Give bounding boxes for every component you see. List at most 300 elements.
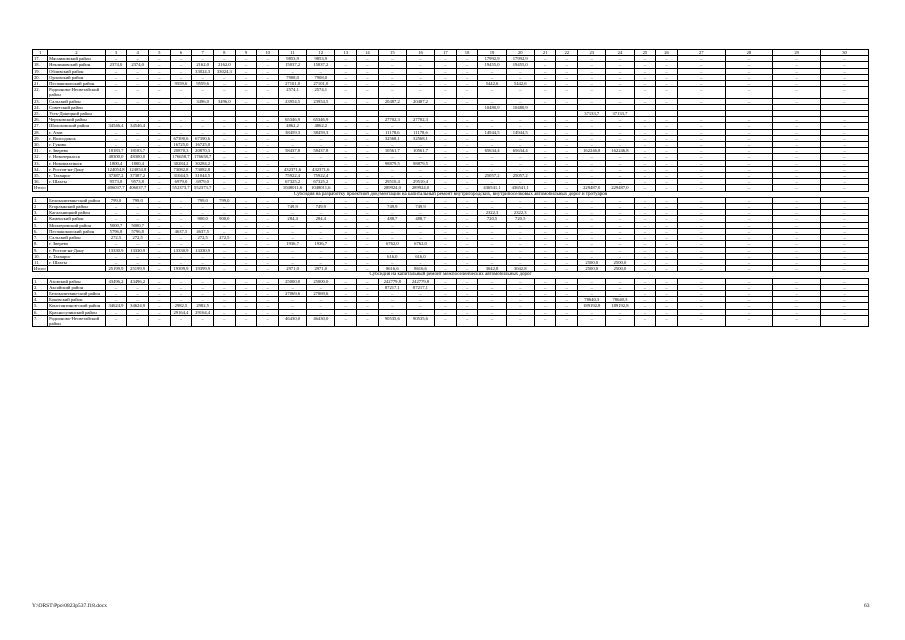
row-number-cell: 11.	[33, 259, 48, 265]
column-header: 11	[279, 50, 307, 56]
value-cell: –	[773, 309, 821, 315]
value-cell: 58437,8	[279, 148, 307, 154]
value-cell: –	[656, 173, 678, 179]
value-cell: 720,5	[506, 216, 534, 222]
municipality-name-cell: Каменский район	[48, 216, 105, 222]
value-cell: –	[406, 228, 434, 234]
value-cell: –	[773, 297, 821, 303]
value-cell: –	[435, 222, 457, 228]
value-cell: –	[634, 315, 656, 326]
value-cell: –	[357, 123, 379, 129]
value-cell: –	[378, 56, 406, 62]
column-header: 23	[578, 50, 606, 56]
value-cell: 46430,0	[279, 315, 307, 326]
value-cell: –	[235, 87, 257, 98]
value-cell: –	[634, 56, 656, 62]
value-cell: –	[534, 297, 556, 303]
value-cell: –	[235, 216, 257, 222]
municipality-name-cell: Боковский район	[48, 297, 105, 303]
row-number-cell: 10.	[33, 253, 48, 259]
value-cell: –	[357, 315, 379, 326]
value-cell: –	[820, 154, 868, 160]
value-cell: –	[307, 160, 335, 166]
value-cell: –	[213, 179, 235, 185]
value-cell: –	[677, 98, 725, 104]
value-cell: –	[773, 290, 821, 296]
column-header: 29	[773, 50, 821, 56]
value-cell: –	[677, 68, 725, 74]
value-cell: –	[235, 210, 257, 216]
value-cell: –	[127, 297, 149, 303]
value-cell: –	[534, 235, 556, 241]
value-cell: –	[773, 259, 821, 265]
value-cell: –	[773, 74, 821, 80]
value-cell: –	[378, 259, 406, 265]
value-cell: –	[456, 166, 478, 172]
value-cell: –	[127, 309, 149, 315]
value-cell: –	[456, 123, 478, 129]
value-cell: 9559,6	[170, 81, 192, 87]
value-cell: –	[656, 166, 678, 172]
value-cell: –	[213, 228, 235, 234]
column-header: 6	[170, 50, 192, 56]
value-cell: –	[677, 222, 725, 228]
value-cell: –	[677, 216, 725, 222]
value-cell: –	[556, 303, 578, 309]
value-cell: –	[378, 123, 406, 129]
value-cell: 37133,7	[606, 111, 634, 117]
value-cell: –	[378, 62, 406, 68]
column-header: 10	[257, 50, 279, 56]
value-cell: 48300,0	[127, 154, 149, 160]
value-cell: –	[148, 241, 170, 247]
value-cell: –	[127, 129, 149, 135]
value-cell: 189192,8	[606, 303, 634, 309]
value-cell: –	[170, 129, 192, 135]
value-cell: –	[235, 284, 257, 290]
value-cell: –	[578, 228, 606, 234]
value-cell: –	[677, 142, 725, 148]
value-cell: –	[235, 228, 257, 234]
value-cell: –	[357, 266, 379, 272]
value-cell: –	[506, 253, 534, 259]
value-cell: 48300,0	[105, 154, 127, 160]
value-cell: –	[148, 309, 170, 315]
value-cell: –	[656, 303, 678, 309]
value-cell: –	[534, 266, 556, 272]
value-cell: –	[656, 62, 678, 68]
value-cell: 8616,6	[378, 266, 406, 272]
value-cell: 19455,0	[478, 62, 506, 68]
value-cell: –	[192, 315, 214, 326]
value-cell: 2574,1	[279, 87, 307, 98]
value-cell: 432371,6	[307, 166, 335, 172]
value-cell: –	[435, 204, 457, 210]
value-cell: –	[456, 129, 478, 135]
value-cell: –	[127, 81, 149, 87]
value-cell: 616,0	[406, 253, 434, 259]
value-cell: –	[257, 160, 279, 166]
value-cell: –	[478, 253, 506, 259]
value-cell: –	[820, 68, 868, 74]
value-cell: –	[335, 154, 357, 160]
value-cell: –	[235, 117, 257, 123]
value-cell: –	[773, 222, 821, 228]
value-cell: –	[478, 228, 506, 234]
value-cell: –	[506, 235, 534, 241]
value-cell: –	[677, 303, 725, 309]
value-cell: –	[725, 74, 773, 80]
row-number-cell: 9.	[33, 247, 48, 253]
municipality-name-cell: Константинов-ский район	[48, 303, 105, 309]
value-cell: –	[506, 142, 534, 148]
value-cell: –	[435, 166, 457, 172]
value-cell: –	[127, 290, 149, 296]
value-cell: –	[677, 309, 725, 315]
value-cell: 27069,6	[307, 290, 335, 296]
value-cell: 78640,3	[578, 297, 606, 303]
value-cell: –	[606, 123, 634, 129]
value-cell: –	[578, 247, 606, 253]
value-cell: –	[406, 303, 434, 309]
value-cell: –	[435, 303, 457, 309]
value-cell: –	[105, 204, 127, 210]
row-number-cell: Итого	[33, 185, 48, 191]
value-cell: –	[725, 173, 773, 179]
value-cell: –	[725, 197, 773, 203]
value-cell: –	[725, 241, 773, 247]
value-cell: –	[406, 235, 434, 241]
municipality-name-cell: г. Шахты	[48, 259, 105, 265]
value-cell: –	[170, 123, 192, 129]
row-number-cell: 36.	[33, 179, 48, 185]
value-cell: –	[213, 241, 235, 247]
value-cell: 18183,7	[105, 148, 127, 154]
value-cell: –	[656, 142, 678, 148]
value-cell: –	[606, 135, 634, 141]
row-number-cell: 26.	[33, 117, 48, 123]
value-cell: –	[478, 87, 506, 98]
value-cell: –	[478, 179, 506, 185]
value-cell: –	[773, 315, 821, 326]
value-cell: –	[478, 154, 506, 160]
value-cell: –	[677, 266, 725, 272]
value-cell: –	[456, 284, 478, 290]
value-cell: –	[148, 204, 170, 210]
value-cell: –	[506, 166, 534, 172]
value-cell: –	[170, 197, 192, 203]
value-cell: 124054,8	[127, 166, 149, 172]
value-cell: –	[677, 278, 725, 284]
value-cell: –	[656, 266, 678, 272]
value-cell: –	[235, 290, 257, 296]
value-cell: –	[257, 166, 279, 172]
value-cell: –	[725, 259, 773, 265]
value-cell: –	[170, 117, 192, 123]
value-cell: –	[378, 68, 406, 74]
value-cell: –	[634, 129, 656, 135]
column-header: 1	[33, 50, 48, 56]
value-cell: –	[773, 197, 821, 203]
value-cell: 436541,1	[478, 185, 506, 191]
value-cell: –	[656, 154, 678, 160]
value-cell: –	[606, 154, 634, 160]
value-cell: –	[677, 154, 725, 160]
value-cell: –	[235, 309, 257, 315]
value-cell: –	[213, 222, 235, 228]
value-cell: –	[773, 253, 821, 259]
value-cell: –	[820, 309, 868, 315]
value-cell: –	[435, 81, 457, 87]
value-cell: 406037,7	[127, 185, 149, 191]
value-cell: –	[556, 210, 578, 216]
value-cell: 9853,9	[307, 56, 335, 62]
value-cell: –	[634, 284, 656, 290]
value-cell: –	[148, 210, 170, 216]
column-header: 17	[435, 50, 457, 56]
value-cell: –	[257, 228, 279, 234]
value-cell: –	[435, 179, 457, 185]
value-cell: –	[578, 197, 606, 203]
budget-table	[32, 49, 869, 327]
value-cell: –	[578, 204, 606, 210]
value-cell: –	[820, 123, 868, 129]
value-cell: –	[307, 228, 335, 234]
value-cell: –	[335, 173, 357, 179]
value-cell: –	[127, 259, 149, 265]
value-cell: –	[257, 309, 279, 315]
column-header: 15	[378, 50, 406, 56]
value-cell: 37387,2	[127, 173, 149, 179]
value-cell: 552373,7	[170, 185, 192, 191]
value-cell: –	[578, 309, 606, 315]
value-cell: 2162,0	[192, 62, 214, 68]
value-cell: –	[279, 253, 307, 259]
value-cell: –	[192, 284, 214, 290]
value-cell: –	[357, 290, 379, 296]
value-cell: –	[677, 235, 725, 241]
value-cell: –	[478, 166, 506, 172]
value-cell: –	[820, 204, 868, 210]
column-header: 12	[307, 50, 335, 56]
value-cell: –	[335, 197, 357, 203]
value-cell: –	[279, 154, 307, 160]
value-cell: –	[556, 185, 578, 191]
value-cell: –	[656, 87, 678, 98]
value-cell: –	[606, 228, 634, 234]
value-cell: –	[606, 81, 634, 87]
value-cell: –	[257, 135, 279, 141]
value-cell: –	[656, 247, 678, 253]
value-cell: –	[213, 266, 235, 272]
value-cell: –	[578, 160, 606, 166]
value-cell: –	[773, 179, 821, 185]
value-cell: –	[257, 253, 279, 259]
row-number-cell: 25.	[33, 111, 48, 117]
value-cell: –	[213, 284, 235, 290]
value-cell: –	[456, 117, 478, 123]
value-cell: –	[725, 315, 773, 326]
value-cell: –	[725, 253, 773, 259]
value-cell: –	[279, 160, 307, 166]
value-cell: –	[456, 222, 478, 228]
value-cell: –	[820, 117, 868, 123]
value-cell: –	[213, 315, 235, 326]
value-cell: –	[677, 173, 725, 179]
value-cell: –	[148, 117, 170, 123]
value-cell: –	[556, 56, 578, 62]
value-cell: –	[357, 160, 379, 166]
value-cell: –	[435, 142, 457, 148]
value-cell: –	[820, 216, 868, 222]
value-cell: 799,0	[192, 197, 214, 203]
value-cell: –	[148, 129, 170, 135]
value-cell: –	[506, 68, 534, 74]
value-cell: –	[105, 259, 127, 265]
value-cell: –	[456, 235, 478, 241]
value-cell: –	[378, 210, 406, 216]
value-cell: –	[456, 173, 478, 179]
value-cell: –	[192, 74, 214, 80]
value-cell: –	[634, 204, 656, 210]
value-cell: –	[257, 315, 279, 326]
value-cell: 242779,8	[378, 278, 406, 284]
value-cell: –	[192, 87, 214, 98]
value-cell: –	[235, 129, 257, 135]
value-cell: 7908,0	[307, 74, 335, 80]
value-cell: 29164,4	[192, 309, 214, 315]
value-cell: –	[148, 222, 170, 228]
value-cell: –	[578, 284, 606, 290]
municipality-name-cell: г. Таганрог	[48, 173, 105, 179]
value-cell: –	[335, 117, 357, 123]
value-cell: –	[634, 185, 656, 191]
table-row	[33, 315, 869, 326]
value-cell: 1800,4	[105, 160, 127, 166]
value-cell: –	[606, 74, 634, 80]
value-cell: –	[478, 98, 506, 104]
value-cell: 5796,8	[105, 228, 127, 234]
value-cell: –	[456, 210, 478, 216]
value-cell: –	[773, 303, 821, 309]
value-cell: –	[506, 135, 534, 141]
value-cell: –	[534, 247, 556, 253]
value-cell: 4637,5	[170, 228, 192, 234]
value-cell: –	[279, 228, 307, 234]
value-cell: –	[307, 154, 335, 160]
value-cell: –	[170, 98, 192, 104]
value-cell: –	[534, 253, 556, 259]
value-cell: –	[578, 210, 606, 216]
value-cell: –	[279, 235, 307, 241]
value-cell: –	[456, 297, 478, 303]
value-cell: –	[725, 297, 773, 303]
value-cell: 65634,4	[506, 148, 534, 154]
value-cell: –	[435, 315, 457, 326]
value-cell: –	[634, 303, 656, 309]
value-cell: –	[435, 117, 457, 123]
value-cell: –	[357, 148, 379, 154]
row-number-cell: 32.	[33, 154, 48, 160]
value-cell: 10561,7	[406, 148, 434, 154]
value-cell: –	[677, 228, 725, 234]
value-cell: –	[656, 204, 678, 210]
value-cell: –	[105, 98, 127, 104]
value-cell: –	[578, 173, 606, 179]
value-cell: –	[478, 241, 506, 247]
value-cell: –	[335, 81, 357, 87]
row-number-cell: 2	[33, 204, 48, 210]
value-cell: –	[634, 216, 656, 222]
value-cell: –	[606, 62, 634, 68]
value-cell: –	[677, 135, 725, 141]
value-cell: –	[257, 154, 279, 160]
value-cell: –	[820, 98, 868, 104]
value-cell: –	[725, 135, 773, 141]
value-cell: –	[478, 278, 506, 284]
value-cell: –	[820, 185, 868, 191]
value-cell: –	[235, 185, 257, 191]
value-cell: 87217,1	[406, 284, 434, 290]
value-cell: –	[357, 259, 379, 265]
value-cell: –	[656, 241, 678, 247]
value-cell: –	[105, 284, 127, 290]
value-cell: –	[456, 154, 478, 160]
row-number-cell: 4.	[33, 216, 48, 222]
value-cell: –	[534, 216, 556, 222]
value-cell: –	[456, 62, 478, 68]
value-cell: –	[235, 74, 257, 80]
value-cell: –	[556, 117, 578, 123]
value-cell: –	[634, 241, 656, 247]
value-cell: –	[773, 166, 821, 172]
value-cell: –	[357, 179, 379, 185]
value-cell: –	[335, 68, 357, 74]
value-cell: –	[773, 142, 821, 148]
value-cell: –	[378, 166, 406, 172]
value-cell: 33024,3	[192, 68, 214, 74]
value-cell: –	[820, 135, 868, 141]
value-cell: –	[478, 160, 506, 166]
value-cell: –	[820, 241, 868, 247]
value-cell: –	[456, 87, 478, 98]
value-cell: –	[170, 74, 192, 80]
value-cell: –	[656, 284, 678, 290]
value-cell: 11178,6	[378, 129, 406, 135]
value-cell: –	[606, 98, 634, 104]
value-cell: –	[773, 284, 821, 290]
value-cell: –	[257, 297, 279, 303]
value-cell: 67390,6	[170, 135, 192, 141]
value-cell: –	[556, 235, 578, 241]
value-cell: –	[279, 68, 307, 74]
value-cell: 7908,0	[279, 74, 307, 80]
value-cell: 18183,7	[127, 148, 149, 154]
row-number-cell: 7.	[33, 315, 48, 326]
value-cell: –	[556, 135, 578, 141]
value-cell: 13330,9	[105, 247, 127, 253]
value-cell: –	[170, 278, 192, 284]
value-cell: –	[506, 309, 534, 315]
value-cell: –	[257, 74, 279, 80]
column-header: 16	[406, 50, 434, 56]
value-cell: –	[257, 284, 279, 290]
municipality-name-cell: Родионово-Несветайский район	[48, 315, 105, 326]
value-cell: –	[235, 247, 257, 253]
value-cell: –	[634, 62, 656, 68]
value-cell: –	[335, 253, 357, 259]
value-cell: –	[435, 297, 457, 303]
